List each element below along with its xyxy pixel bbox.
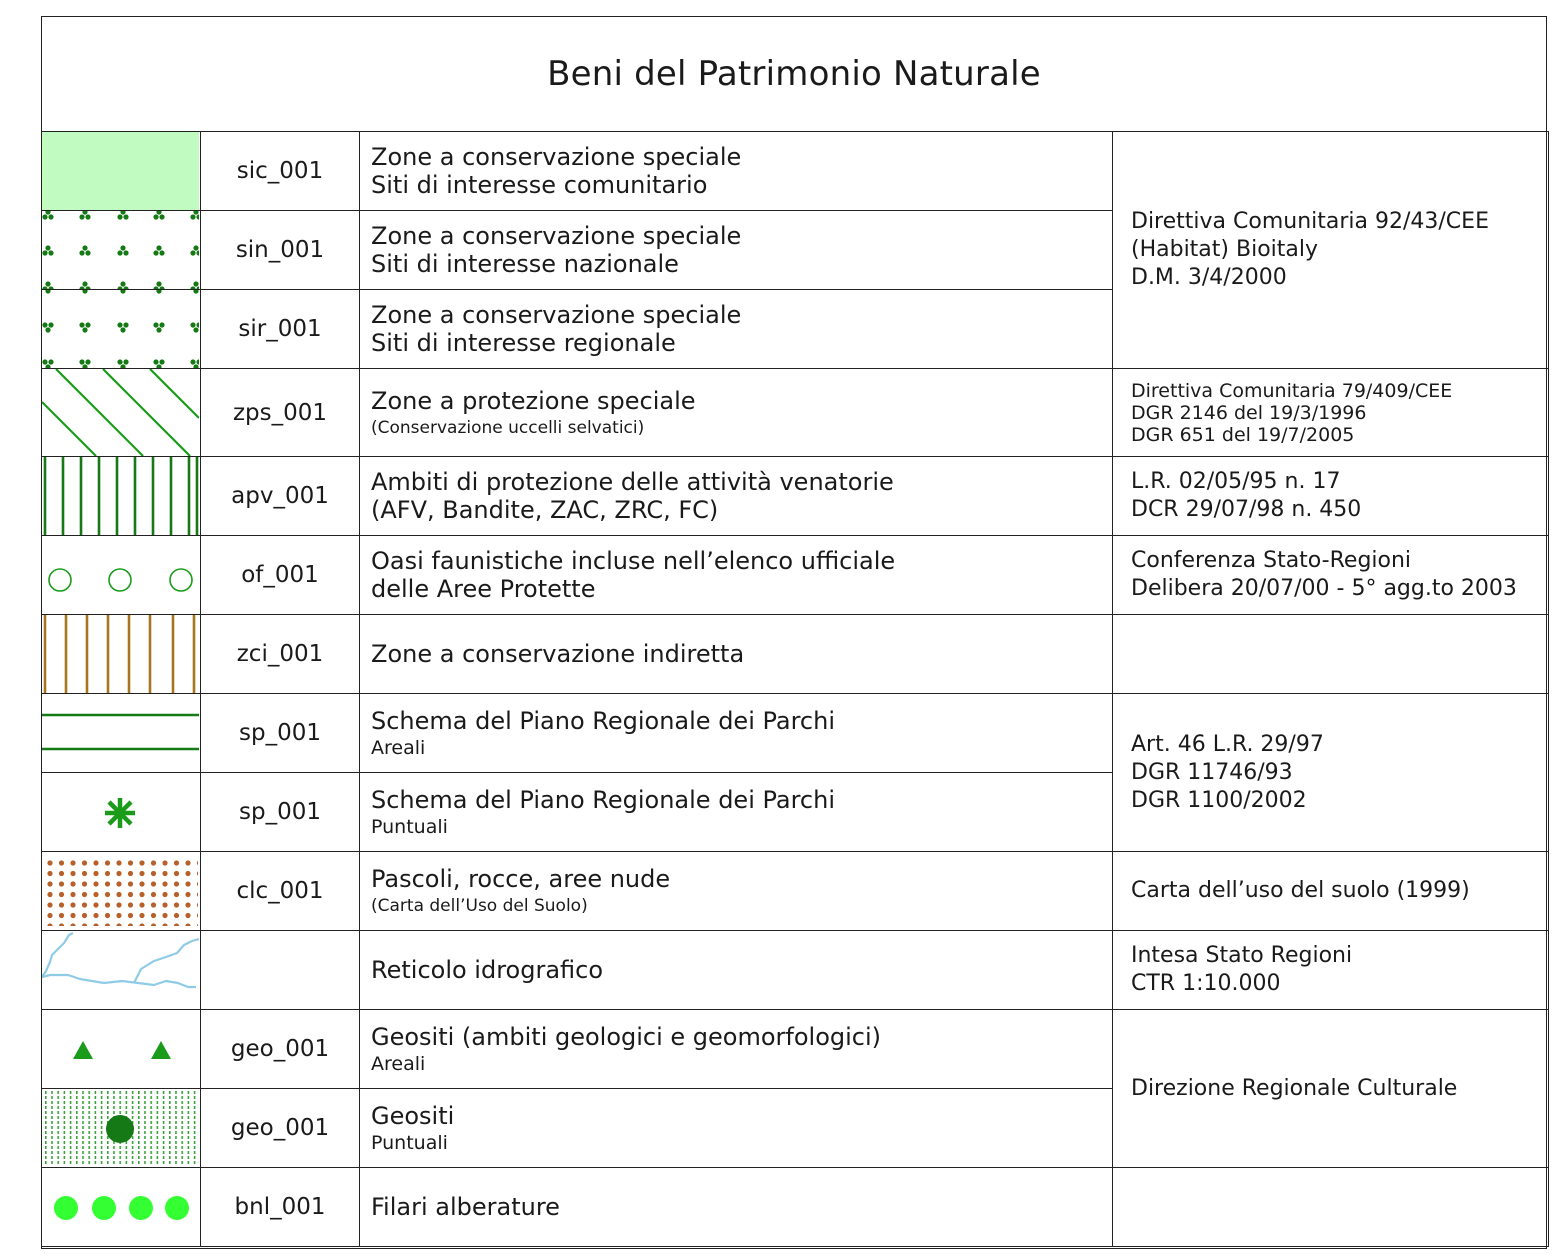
code-cell: sic_001 [201, 132, 360, 211]
description-cell [360, 852, 1113, 931]
reference-line: DGR 2146 del 19/3/1996 [1131, 401, 1367, 424]
description-sub: Areali [371, 1053, 426, 1075]
description-main: Reticolo idrografico [371, 956, 604, 984]
symbol-cell [42, 536, 201, 615]
table-row [42, 931, 1549, 1010]
symbol-cell [42, 852, 201, 931]
table-row [42, 615, 1549, 694]
reference-cell [1113, 457, 1549, 536]
brown-dots-icon [42, 852, 199, 930]
title-box [42, 17, 1546, 132]
description-sub: Puntuali [371, 1132, 448, 1154]
reference-line: Intesa Stato Regioni [1131, 943, 1353, 968]
description-main: Schema del Piano Regionale dei Parchi [371, 786, 836, 814]
table-row [42, 1010, 1549, 1089]
description-cell [360, 931, 1113, 1010]
reference-cell [1113, 369, 1549, 457]
reference-line: DGR 651 del 19/7/2005 [1131, 423, 1355, 446]
circles-icon [42, 536, 199, 614]
symbol-cell [42, 1010, 201, 1089]
reference-cell [1113, 132, 1549, 369]
river-lines-icon [42, 931, 199, 1009]
code-cell: sp_001 [201, 694, 360, 773]
reference-cell [1113, 694, 1549, 852]
code-cell: clc_001 [201, 852, 360, 931]
reference-cell [1113, 852, 1549, 931]
code-cell: geo_001 [201, 1010, 360, 1089]
description-sub: Puntuali [371, 816, 448, 838]
green-dots-row-icon [42, 1168, 199, 1246]
table-row [42, 536, 1549, 615]
asterisk-icon [42, 773, 199, 851]
description-cell [360, 369, 1113, 457]
symbol-cell [42, 931, 201, 1010]
description-main: Ambiti di protezione delle attività venatorie [371, 468, 894, 496]
symbol-cell [42, 615, 201, 694]
table-row [42, 369, 1549, 457]
code-cell: sp_001 [201, 773, 360, 852]
reference-line: D.M. 3/4/2000 [1131, 265, 1287, 290]
reference-line: Carta dell’uso del suolo (1999) [1131, 878, 1470, 903]
description-cell [360, 1168, 1113, 1247]
reference-line: Art. 46 L.R. 29/97 [1131, 731, 1324, 757]
description-cell [360, 694, 1113, 773]
reference-line: Conferenza Stato-Regioni [1131, 548, 1412, 573]
reference-line: (Habitat) Bioitaly [1131, 237, 1319, 262]
vertical-brown-lines-icon [42, 615, 199, 693]
description-sub: (Carta dell’Uso del Suolo) [371, 896, 588, 916]
code-cell: geo_001 [201, 1089, 360, 1168]
description-sub: Siti di interesse nazionale [371, 250, 679, 278]
reference-line: Direzione Regionale Culturale [1131, 1075, 1458, 1101]
clover-pattern-icon [42, 211, 199, 289]
description-cell [360, 457, 1113, 536]
code-cell: zci_001 [201, 615, 360, 694]
description-main: Zone a conservazione speciale [371, 301, 742, 329]
description-cell [360, 536, 1113, 615]
description-sub: Siti di interesse comunitario [371, 171, 708, 199]
legend-frame [41, 16, 1547, 1249]
table-row [42, 694, 1549, 773]
reference-cell-empty [1113, 1168, 1549, 1247]
description-main: Zone a protezione speciale [371, 386, 696, 415]
reference-line: Direttiva Comunitaria 92/43/CEE [1131, 209, 1489, 234]
symbol-cell [42, 132, 201, 211]
description-cell [360, 1010, 1113, 1089]
double-line-icon [42, 694, 199, 772]
table-row [42, 1168, 1549, 1247]
description-cell [360, 290, 1113, 369]
description-sub: (Conservazione uccelli selvatici) [371, 417, 645, 438]
reference-line: Delibera 20/07/00 - 5° agg.to 2003 [1131, 576, 1517, 601]
description-main: Zone a conservazione speciale [371, 143, 742, 171]
description-main: Pascoli, rocce, aree nude [371, 865, 671, 893]
symbol-cell [42, 1089, 201, 1168]
symbol-cell [42, 369, 201, 457]
legend-table [41, 131, 1549, 1247]
reference-cell [1113, 536, 1549, 615]
code-cell: sin_001 [201, 211, 360, 290]
reference-cell [1113, 931, 1549, 1010]
description-sub: Areali [371, 737, 426, 759]
code-cell: sir_001 [201, 290, 360, 369]
code-cell: bnl_001 [201, 1168, 360, 1247]
symbol-cell [42, 694, 201, 773]
table-row [42, 132, 1549, 211]
dotted-grid-point-icon [42, 1089, 199, 1167]
symbol-cell [42, 773, 201, 852]
description-cell [360, 211, 1113, 290]
description-cell [360, 615, 1113, 694]
reference-line: L.R. 02/05/95 n. 17 [1131, 469, 1341, 494]
description-main: Zone a conservazione indiretta [371, 640, 745, 668]
description-cell [360, 132, 1113, 211]
reference-line: DGR 1100/2002 [1131, 787, 1307, 813]
description-cell [360, 1089, 1113, 1168]
reference-line: Direttiva Comunitaria 79/409/CEE [1131, 379, 1453, 402]
code-cell: of_001 [201, 536, 360, 615]
trefoil-pattern-icon [42, 290, 199, 368]
description-sub: delle Aree Protette [371, 575, 596, 603]
description-main: Oasi faunistiche incluse nell’elenco ufficiale [371, 547, 896, 575]
description-cell [360, 773, 1113, 852]
symbol-cell [42, 1168, 201, 1247]
symbol-cell [42, 211, 201, 290]
description-main: Geositi (ambiti geologici e geomorfologici) [371, 1023, 882, 1051]
reference-cell-empty [1113, 615, 1549, 694]
description-main: Schema del Piano Regionale dei Parchi [371, 707, 836, 735]
description-main: Zone a conservazione speciale [371, 222, 742, 250]
description-sub: (AFV, Bandite, ZAC, ZRC, FC) [371, 496, 719, 524]
page-title: Beni del Patrimonio Naturale [547, 54, 1041, 94]
table-row [42, 852, 1549, 931]
diagonal-hatch-icon [42, 369, 199, 456]
description-main: Filari alberature [371, 1193, 560, 1221]
code-cell [201, 931, 360, 1010]
reference-line: CTR 1:10.000 [1131, 971, 1281, 996]
reference-line: DCR 29/07/98 n. 450 [1131, 497, 1362, 522]
description-main: Geositi [371, 1102, 455, 1130]
vertical-green-lines-icon [42, 457, 199, 535]
reference-cell [1113, 1010, 1549, 1168]
reference-line: DGR 11746/93 [1131, 759, 1293, 785]
table-row [42, 457, 1549, 536]
symbol-cell [42, 290, 201, 369]
description-sub: Siti di interesse regionale [371, 329, 676, 357]
symbol-cell [42, 457, 201, 536]
light-green-fill-icon [42, 132, 199, 210]
triangles-icon [42, 1010, 199, 1088]
code-cell: zps_001 [201, 369, 360, 457]
code-cell: apv_001 [201, 457, 360, 536]
